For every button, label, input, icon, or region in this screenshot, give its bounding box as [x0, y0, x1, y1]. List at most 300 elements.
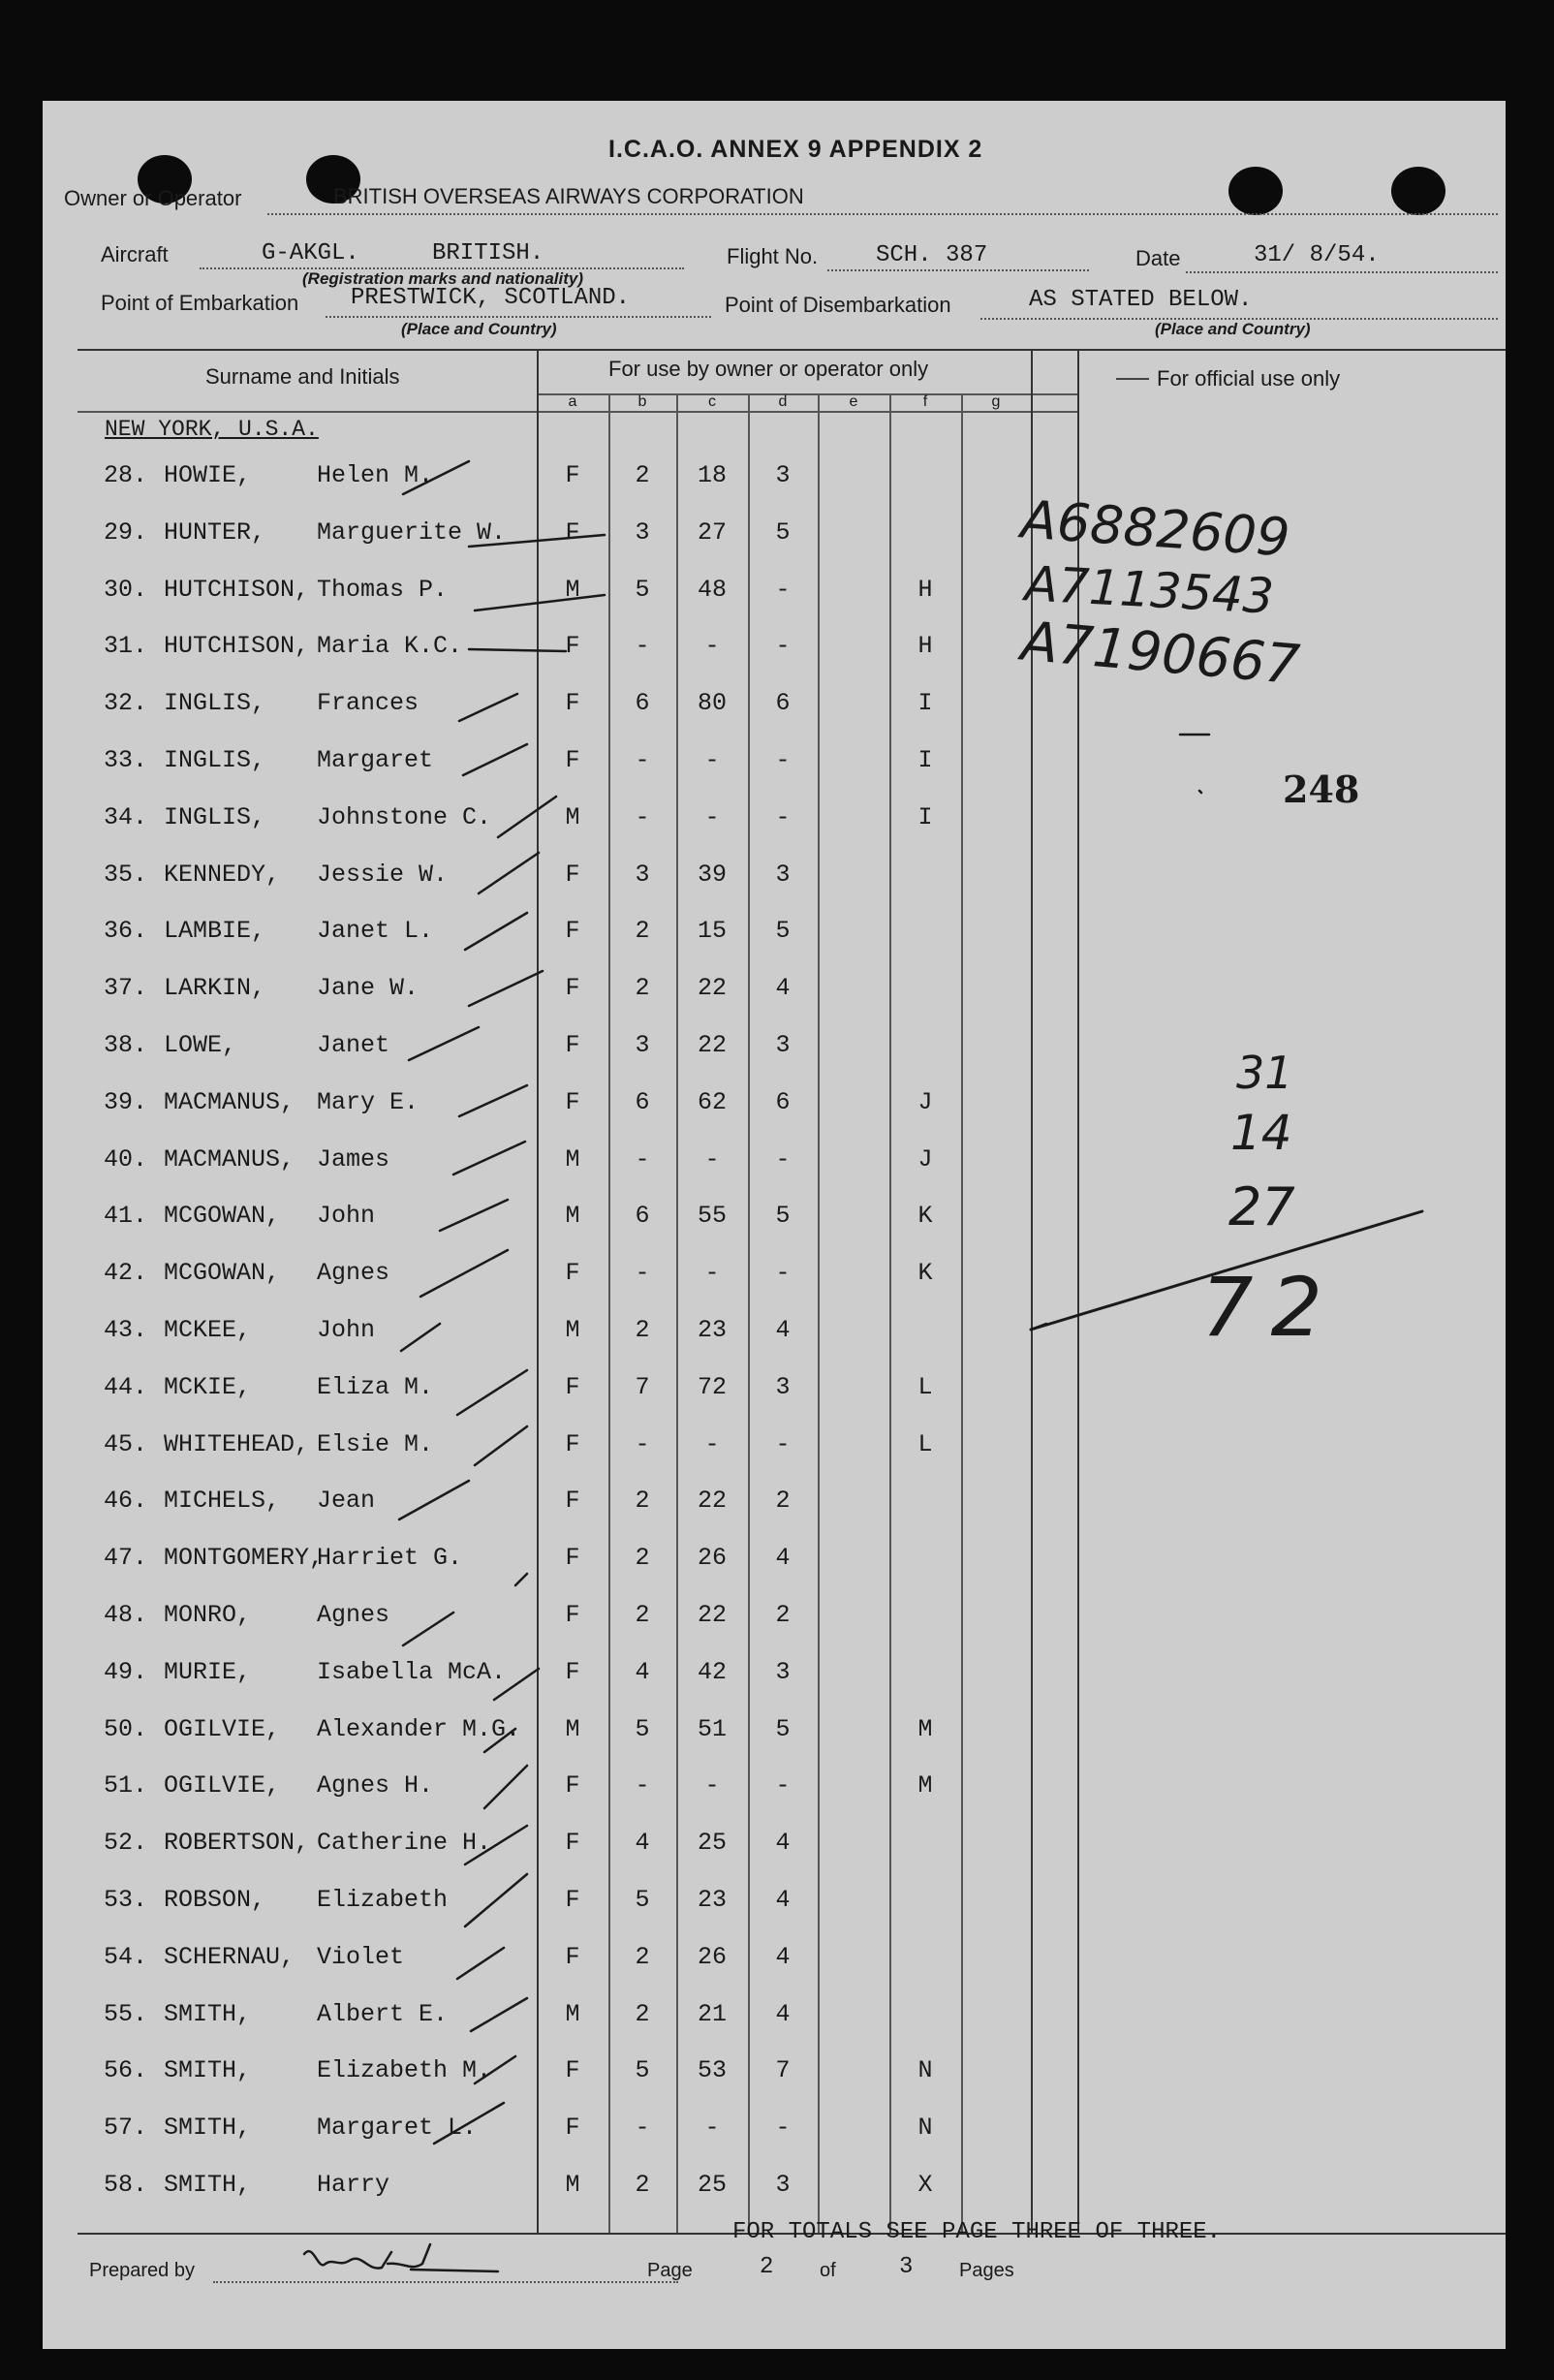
cell-d: - — [775, 575, 791, 604]
tick-mark — [457, 1948, 504, 1979]
cell-b: 6 — [635, 689, 650, 718]
manifest-sheet — [43, 101, 1506, 2349]
cell-d: 3 — [775, 860, 791, 889]
page-label: Page — [647, 2260, 693, 2281]
surname: SMITH, — [164, 2171, 252, 2199]
given-names: Thomas P. — [317, 575, 449, 604]
given-names: Helen M. — [317, 461, 434, 489]
cell-d: 4 — [775, 1886, 791, 1914]
column-header-e: e — [849, 393, 858, 410]
cell-f: M — [917, 1714, 933, 1743]
cell-a: F — [565, 517, 580, 547]
cell-f: H — [917, 632, 933, 661]
totals-note: FOR TOTALS SEE PAGE THREE OF THREE. — [732, 2219, 1222, 2245]
cell-d: 4 — [775, 1829, 791, 1858]
cell-d: 5 — [775, 917, 791, 946]
surname: INGLIS, — [164, 802, 266, 831]
cell-c: 48 — [697, 575, 727, 604]
cell-a: F — [565, 1372, 580, 1401]
cell-c: 25 — [697, 1829, 727, 1858]
column-header-a: a — [568, 393, 577, 410]
row-number: 41. — [104, 1202, 148, 1231]
surname: MCKEE, — [164, 1316, 252, 1344]
cell-c: 26 — [697, 1544, 727, 1573]
cell-d: 5 — [775, 1714, 791, 1743]
registration-caption: (Registration marks and nationality) — [302, 269, 583, 288]
row-number: 33. — [104, 746, 148, 774]
embarkation-value: PRESTWICK, SCOTLAND. — [351, 285, 631, 311]
cell-d: 3 — [775, 1657, 791, 1686]
cell-d: - — [775, 632, 791, 661]
cell-f: N — [917, 2056, 933, 2085]
cell-f: H — [917, 575, 933, 604]
row-number: 40. — [104, 1144, 148, 1174]
cell-f: I — [917, 746, 933, 774]
given-names: Eliza M. — [317, 1372, 434, 1401]
form-title: I.C.A.O. ANNEX 9 APPENDIX 2 — [608, 136, 983, 163]
cell-a: F — [565, 1031, 580, 1059]
row-number: 49. — [104, 1657, 148, 1686]
cell-a: M — [565, 1202, 580, 1231]
cell-c: 15 — [697, 917, 727, 946]
cell-f: L — [917, 1429, 933, 1458]
cell-b: 2 — [635, 974, 650, 1003]
cell-a: M — [565, 1144, 580, 1174]
surname: HOWIE, — [164, 461, 252, 489]
cell-a: M — [565, 1316, 580, 1344]
row-number: 38. — [104, 1031, 148, 1059]
cell-b: - — [635, 1771, 650, 1801]
tick-mark — [465, 1826, 527, 1864]
cell-d: 6 — [775, 689, 791, 718]
date-label: Date — [1135, 246, 1181, 270]
cell-b: 2 — [635, 1999, 650, 2028]
surname: MCGOWAN, — [164, 1259, 281, 1288]
cell-f: I — [917, 802, 933, 831]
surname: MICHELS, — [164, 1487, 281, 1516]
cell-b: - — [635, 1144, 650, 1174]
surname: SMITH, — [164, 2056, 252, 2085]
cell-c: 42 — [697, 1657, 727, 1686]
given-names: John — [317, 1202, 376, 1231]
official-dash — [1199, 791, 1201, 793]
cell-c: - — [704, 1771, 720, 1801]
cell-d: - — [775, 1259, 791, 1288]
embarkation-label: Point of Embarkation — [101, 291, 299, 315]
cell-a: F — [565, 1429, 580, 1458]
tick-mark — [399, 1481, 469, 1519]
cell-f: X — [917, 2171, 933, 2199]
column-header-f: f — [922, 393, 928, 410]
cell-b: 4 — [635, 1829, 650, 1858]
cell-b: 5 — [635, 575, 650, 604]
given-names: Alexander M.G. — [317, 1714, 521, 1743]
tick-mark — [475, 1426, 527, 1465]
cell-a: F — [565, 2114, 580, 2143]
cell-b: - — [635, 1429, 650, 1458]
surname: ROBERTSON, — [164, 1829, 310, 1858]
tick-mark — [515, 1574, 527, 1585]
cell-c: 22 — [697, 1487, 727, 1516]
row-number: 47. — [104, 1544, 148, 1573]
tick-mark — [401, 1324, 440, 1351]
cell-a: F — [565, 746, 580, 774]
tick-mark — [420, 1250, 508, 1297]
cell-d: 5 — [775, 517, 791, 547]
cell-b: - — [635, 632, 650, 661]
cell-c: 62 — [697, 1087, 727, 1116]
aircraft-nationality: BRITISH. — [432, 240, 544, 266]
cell-d: 4 — [775, 1999, 791, 2028]
official-number-1: A6882609 — [1019, 488, 1292, 569]
surname: LOWE, — [164, 1031, 237, 1059]
row-number: 44. — [104, 1372, 148, 1401]
surname: INGLIS, — [164, 746, 266, 774]
cell-a: F — [565, 2056, 580, 2085]
cell-a: M — [565, 2171, 580, 2199]
cell-f: J — [917, 1087, 933, 1116]
given-names: Frances — [317, 689, 420, 718]
row-number: 58. — [104, 2171, 148, 2199]
cell-c: - — [704, 2114, 720, 2143]
surname: HUTCHISON, — [164, 632, 310, 661]
cell-b: - — [635, 802, 650, 831]
row-number: 39. — [104, 1087, 148, 1116]
tick-mark — [403, 1613, 453, 1645]
aircraft-value: G-AKGL. — [262, 240, 359, 266]
cell-a: F — [565, 689, 580, 718]
tick-mark — [434, 2103, 504, 2144]
cell-c: - — [704, 1259, 720, 1288]
tick-mark — [475, 2056, 515, 2083]
surname: INGLIS, — [164, 689, 266, 718]
cell-c: 72 — [697, 1372, 727, 1401]
tick-mark — [471, 1998, 527, 2031]
row-number: 48. — [104, 1601, 148, 1629]
row-number: 45. — [104, 1429, 148, 1458]
surname: KENNEDY, — [164, 860, 281, 889]
pages-label: Pages — [959, 2260, 1014, 2281]
official-header: For official use only — [1157, 366, 1341, 391]
owner-value: BRITISH OVERSEAS AIRWAYS CORPORATION — [333, 184, 804, 208]
cell-c: 27 — [697, 517, 727, 547]
given-names: Margaret L. — [317, 2114, 478, 2143]
row-number: 50. — [104, 1714, 148, 1743]
given-names: Agnes H. — [317, 1771, 434, 1801]
row-number: 53. — [104, 1886, 148, 1914]
cell-a: F — [565, 461, 580, 489]
given-names: Johnstone C. — [317, 802, 492, 831]
cell-d: 3 — [775, 2171, 791, 2199]
disembarkation-value: AS STATED BELOW. — [1029, 287, 1253, 313]
official-stamp-number: 248 — [1283, 767, 1360, 811]
sum-value-3: 27 — [1228, 1176, 1295, 1237]
cell-a: F — [565, 974, 580, 1003]
given-names: Janet — [317, 1031, 390, 1059]
prepared-by-label: Prepared by — [89, 2260, 195, 2281]
date-value: 31/ 8/54. — [1254, 242, 1380, 268]
given-names: Harriet G. — [317, 1544, 463, 1573]
row-number: 28. — [104, 461, 148, 489]
given-names: Elsie M. — [317, 1429, 434, 1458]
cell-b: 2 — [635, 1942, 650, 1971]
cell-b: 2 — [635, 1487, 650, 1516]
row-number: 31. — [104, 632, 148, 661]
cell-c: - — [704, 802, 720, 831]
row-number: 32. — [104, 689, 148, 718]
given-names: Jane W. — [317, 974, 420, 1003]
tick-mark — [469, 535, 605, 547]
surname: MONRO, — [164, 1601, 252, 1629]
cell-a: F — [565, 1087, 580, 1116]
cell-d: 3 — [775, 461, 791, 489]
row-number: 37. — [104, 974, 148, 1003]
given-names: Elizabeth — [317, 1886, 449, 1914]
tick-mark — [465, 1874, 527, 1926]
cell-b: 5 — [635, 2056, 650, 2085]
cell-b: 6 — [635, 1087, 650, 1116]
cell-b: 7 — [635, 1372, 650, 1401]
surname: OGILVIE, — [164, 1714, 281, 1743]
cell-d: - — [775, 1429, 791, 1458]
cell-c: 55 — [697, 1202, 727, 1231]
given-names: Elizabeth M. — [317, 2056, 492, 2085]
tick-mark — [440, 1200, 508, 1231]
row-number: 43. — [104, 1316, 148, 1344]
cell-d: - — [775, 1771, 791, 1801]
cell-c: 23 — [697, 1886, 727, 1914]
given-names: Isabella McA. — [317, 1657, 507, 1686]
cell-f: I — [917, 689, 933, 718]
cell-a: M — [565, 1714, 580, 1743]
row-number: 30. — [104, 575, 148, 604]
cell-a: M — [565, 575, 580, 604]
tick-mark — [479, 853, 539, 893]
cell-c: - — [704, 746, 720, 774]
disembarkation-label: Point of Disembarkation — [725, 293, 951, 317]
row-number: 51. — [104, 1771, 148, 1801]
cell-d: 2 — [775, 1487, 791, 1516]
cell-b: 3 — [635, 860, 650, 889]
tick-mark — [409, 1027, 479, 1060]
cell-c: 22 — [697, 1031, 727, 1059]
cell-c: 18 — [697, 461, 727, 489]
row-number: 56. — [104, 2056, 148, 2085]
cell-a: F — [565, 917, 580, 946]
given-names: Maria K.C. — [317, 632, 463, 661]
row-number: 52. — [104, 1829, 148, 1858]
page-value: 2 — [760, 2254, 774, 2280]
row-number: 36. — [104, 917, 148, 946]
official-number-3: A7190667 — [1018, 610, 1303, 698]
cell-a: F — [565, 1601, 580, 1629]
cell-d: - — [775, 1144, 791, 1174]
surname: HUTCHISON, — [164, 575, 310, 604]
owner-label: Owner or Operator — [64, 186, 242, 210]
cell-b: 2 — [635, 917, 650, 946]
tick-mark — [403, 461, 469, 494]
given-names: Agnes — [317, 1601, 390, 1629]
cell-c: 80 — [697, 689, 727, 718]
cell-b: - — [635, 2114, 650, 2143]
cell-b: - — [635, 1259, 650, 1288]
tick-mark — [459, 694, 517, 721]
given-names: Margaret — [317, 746, 434, 774]
cell-c: 22 — [697, 1601, 727, 1629]
surname: MACMANUS, — [164, 1087, 295, 1116]
cell-c: 23 — [697, 1316, 727, 1344]
tick-mark — [457, 1370, 527, 1415]
surname-header: Surname and Initials — [205, 364, 400, 389]
cell-a: F — [565, 1829, 580, 1858]
surname: MONTGOMERY, — [164, 1544, 325, 1573]
tick-mark — [459, 1085, 527, 1116]
given-names: Janet L. — [317, 917, 434, 946]
cell-b: 2 — [635, 1316, 650, 1344]
cell-a: F — [565, 1657, 580, 1686]
cell-c: 53 — [697, 2056, 727, 2085]
of-label: of — [820, 2260, 836, 2281]
official-number-2: A7113543 — [1023, 555, 1276, 625]
tick-mark — [484, 1766, 527, 1808]
cell-a: M — [565, 802, 580, 831]
tick-mark — [465, 913, 527, 950]
sum-underline — [1031, 1211, 1422, 1330]
row-number: 29. — [104, 517, 148, 547]
cell-d: - — [775, 802, 791, 831]
of-value: 3 — [899, 2254, 914, 2280]
cell-b: 3 — [635, 517, 650, 547]
sum-total: 72 — [1201, 1260, 1340, 1355]
cell-b: 2 — [635, 1544, 650, 1573]
sum-value-1: 31 — [1236, 1047, 1293, 1099]
cell-b: 6 — [635, 1202, 650, 1231]
row-number: 55. — [104, 1999, 148, 2028]
cell-a: F — [565, 1487, 580, 1516]
given-names: Catherine H. — [317, 1829, 492, 1858]
cell-b: 2 — [635, 2171, 650, 2199]
cell-d: - — [775, 746, 791, 774]
row-number: 35. — [104, 860, 148, 889]
cell-d: 4 — [775, 1942, 791, 1971]
column-header-g: g — [991, 393, 1001, 410]
cell-c: 39 — [697, 860, 727, 889]
cell-b: 2 — [635, 1601, 650, 1629]
given-names: James — [317, 1144, 390, 1174]
cell-b: 2 — [635, 461, 650, 489]
given-names: Harry — [317, 2171, 390, 2199]
surname: SCHERNAU, — [164, 1942, 295, 1971]
cell-d: 2 — [775, 1601, 791, 1629]
cell-c: - — [704, 1429, 720, 1458]
given-names: Jean — [317, 1487, 376, 1516]
cell-d: 5 — [775, 1202, 791, 1231]
cell-b: 5 — [635, 1714, 650, 1743]
surname: WHITEHEAD, — [164, 1429, 310, 1458]
given-names: Violet — [317, 1942, 405, 1971]
operator-header: For use by owner or operator only — [608, 357, 929, 381]
cell-a: F — [565, 860, 580, 889]
aircraft-label: Aircraft — [101, 242, 169, 266]
given-names: Mary E. — [317, 1087, 420, 1116]
cell-f: J — [917, 1144, 933, 1174]
surname: LARKIN, — [164, 974, 266, 1003]
cell-b: 5 — [635, 1886, 650, 1914]
cell-c: 25 — [697, 2171, 727, 2199]
column-header-b: b — [637, 393, 647, 410]
surname: SMITH, — [164, 2114, 252, 2143]
row-number: 57. — [104, 2114, 148, 2143]
surname: OGILVIE, — [164, 1771, 281, 1801]
signature — [304, 2244, 498, 2271]
surname: MACMANUS, — [164, 1144, 295, 1174]
tick-mark — [498, 797, 556, 837]
cell-d: - — [775, 2114, 791, 2143]
surname: HUNTER, — [164, 517, 266, 547]
surname: MURIE, — [164, 1657, 252, 1686]
embarkation-caption: (Place and Country) — [401, 320, 557, 338]
cell-a: F — [565, 1259, 580, 1288]
cell-c: 22 — [697, 974, 727, 1003]
cell-b: 3 — [635, 1031, 650, 1059]
cell-f: L — [917, 1372, 933, 1401]
surname: SMITH, — [164, 1999, 252, 2028]
given-names: Albert E. — [317, 1999, 449, 2028]
cell-b: - — [635, 746, 650, 774]
cell-c: - — [704, 632, 720, 661]
cell-c: 21 — [697, 1999, 727, 2028]
cell-a: F — [565, 632, 580, 661]
row-number: 34. — [104, 802, 148, 831]
surname: MCGOWAN, — [164, 1202, 281, 1231]
cell-d: 3 — [775, 1031, 791, 1059]
cell-d: 3 — [775, 1372, 791, 1401]
given-names: John — [317, 1316, 376, 1344]
cell-d: 4 — [775, 1316, 791, 1344]
cell-a: F — [565, 1942, 580, 1971]
flight-label: Flight No. — [727, 244, 819, 268]
sum-value-2: 14 — [1230, 1105, 1292, 1161]
surname: LAMBIE, — [164, 917, 266, 946]
cell-f: K — [917, 1202, 933, 1231]
tick-mark — [484, 1729, 515, 1752]
tick-mark — [494, 1669, 539, 1700]
cell-a: F — [565, 1544, 580, 1573]
cell-d: 4 — [775, 974, 791, 1003]
cell-c: 26 — [697, 1942, 727, 1971]
column-header-c: c — [708, 393, 716, 410]
row-number: 42. — [104, 1259, 148, 1288]
tick-mark — [469, 971, 543, 1006]
given-names: Jessie W. — [317, 860, 449, 889]
cell-b: 4 — [635, 1657, 650, 1686]
pen-strokes — [43, 101, 1506, 2349]
surname: MCKIE, — [164, 1372, 252, 1401]
cell-d: 7 — [775, 2056, 791, 2085]
cell-a: F — [565, 1771, 580, 1801]
tick-mark — [463, 744, 527, 775]
cell-c: - — [704, 1144, 720, 1174]
cell-d: 6 — [775, 1087, 791, 1116]
tick-mark — [453, 1142, 525, 1174]
column-header-d: d — [778, 393, 788, 410]
cell-f: N — [917, 2114, 933, 2143]
cell-f: M — [917, 1771, 933, 1801]
row-number: 46. — [104, 1487, 148, 1516]
given-names: Marguerite W. — [317, 517, 507, 547]
row-number: 54. — [104, 1942, 148, 1971]
destination-heading: NEW YORK, U.S.A. — [105, 417, 319, 442]
